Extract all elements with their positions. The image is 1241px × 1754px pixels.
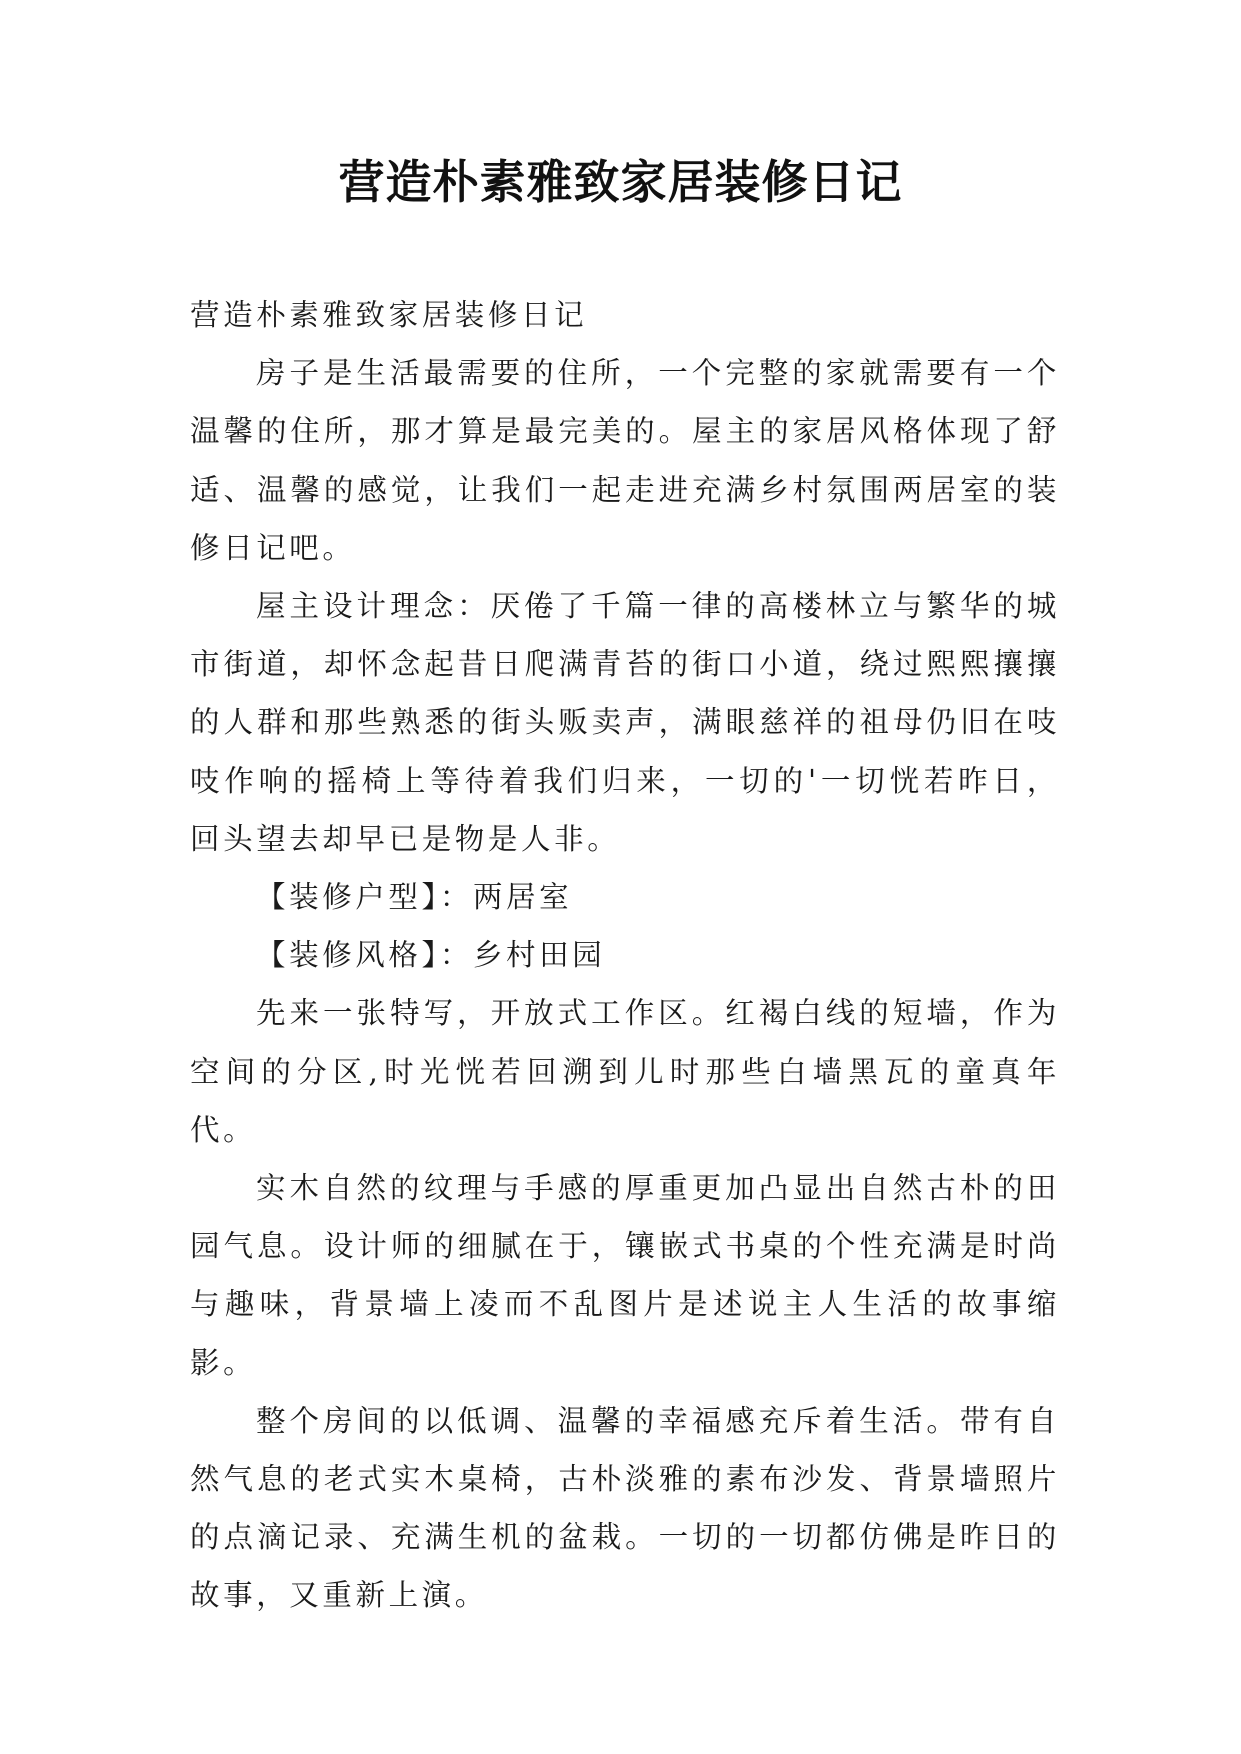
body-heading: 营造朴素雅致家居装修日记 xyxy=(190,298,588,332)
document-body xyxy=(190,286,1060,1625)
document-title: 营造朴素雅致家居装修日记 xyxy=(338,155,903,209)
paragraph-style: 【装修风格】：乡村田园 xyxy=(256,938,606,973)
paragraph-design-concept: 屋主设计理念：厌倦了千篇一律的高楼林立与繁华的城市街道，却怀念起昔日爬满青苔的街口小道，绕过熙熙攘攘的人群和那些熟悉的街头贩卖声，满眼慈祥的祖母仍旧在吱吱作响的摇椅上等待着我们归来，一切的'一切恍若昨日，回头望去却早已是物是人非。 xyxy=(190,589,1060,856)
paragraph-wood-texture: 实木自然的纹理与手感的厚重更加凸显出自然古朴的田园气息。设计师的细腻在于，镶嵌式书桌的个性充满是时尚与趣味，背景墙上凌而不乱图片是述说主人生活的故事缩影。 xyxy=(190,1171,1060,1380)
paragraph-house-type: 【装修户型】：两居室 xyxy=(256,880,573,915)
paragraph-workspace: 先来一张特写，开放式工作区。红褐白线的短墙，作为空间的分区,时光恍若回溯到儿时那些白墙黑瓦的童真年代。 xyxy=(190,996,1060,1147)
paragraph-room-atmosphere: 整个房间的以低调、温馨的幸福感充斥着生活。带有自然气息的老式实木桌椅，古朴淡雅的素布沙发、背景墙照片的点滴记录、充满生机的盆栽。一切的一切都仿佛是昨日的故事，又重新上演。 xyxy=(190,1403,1060,1613)
paragraph-intro: 房子是生活最需要的住所，一个完整的家就需要有一个温馨的住所，那才算是最完美的。屋主的家居风格体现了舒适、温馨的感觉，让我们一起走进充满乡村氛围两居室的装修日记吧。 xyxy=(190,356,1060,565)
